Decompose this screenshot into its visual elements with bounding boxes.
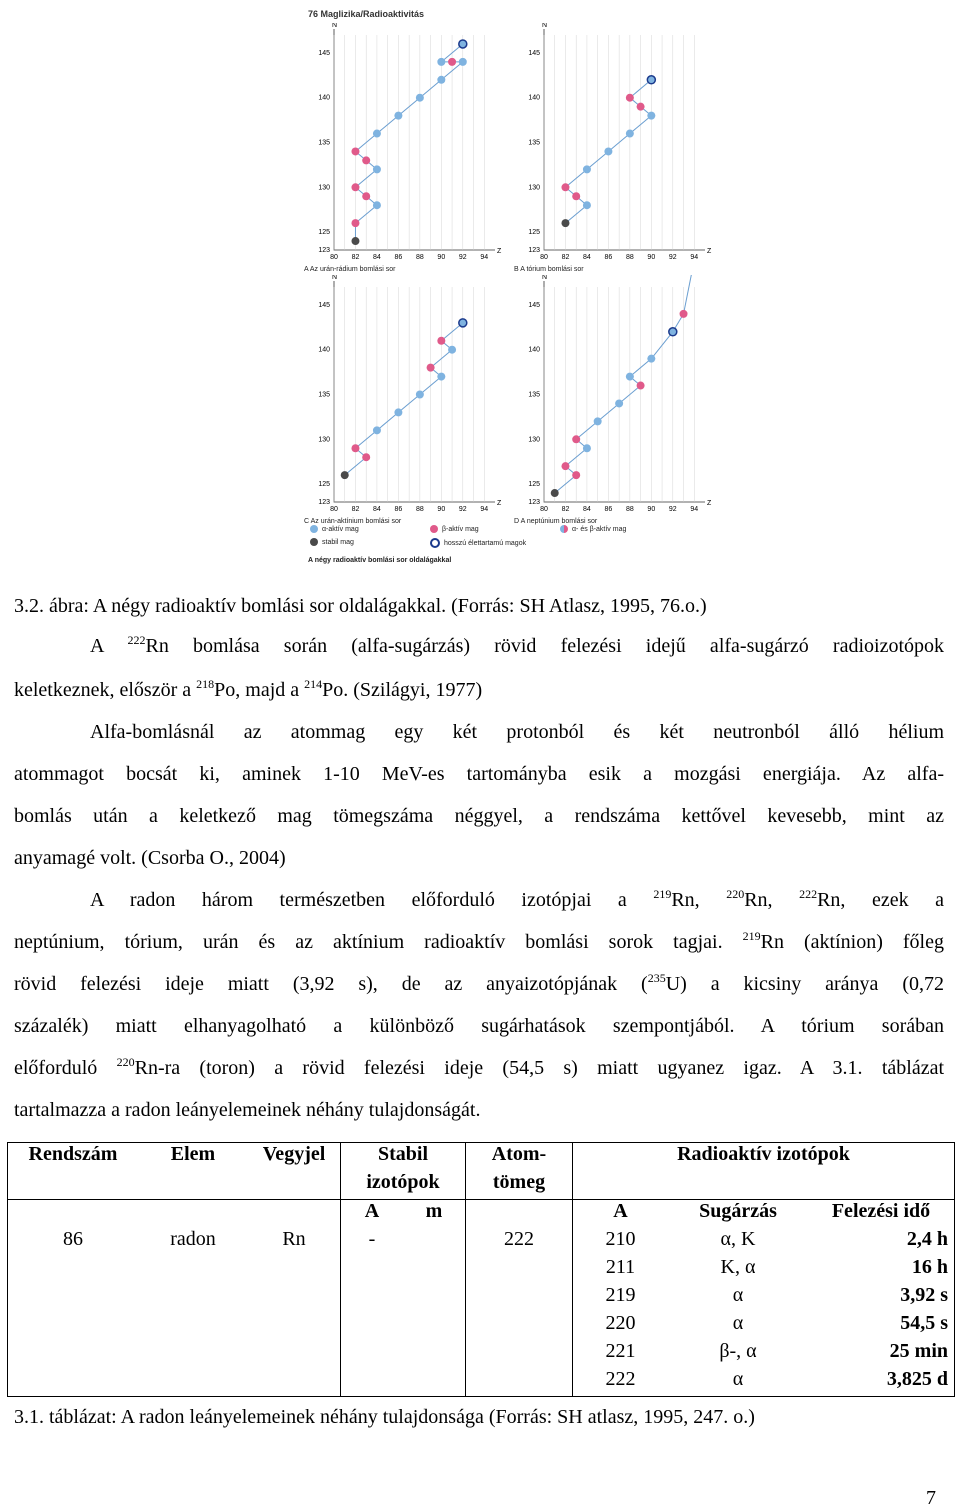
y-tick-label: 123 [528,247,540,254]
panel-title: A Az urán-rádium bomlási sor [304,266,396,273]
x-tick-label: 84 [583,254,591,261]
axis-line [334,29,495,250]
paragraph-2-line-2: atommagot bocsát ki, aminek 1-10 MeV-es tartományba esik a mozgási energiája. Az alfa- [14,763,944,785]
nuclide-dot [572,471,580,479]
x-tick-label: 94 [690,254,699,261]
nuclide-dot [362,453,370,461]
nuclide-dot [351,219,359,227]
sup: 220 [116,1055,135,1069]
stable-dot-icon [310,538,318,546]
nuclide-dot [572,435,580,443]
nuclide-dot [394,112,402,120]
legend-stable: stabil mag [322,538,354,546]
nuclide-dot [459,58,467,66]
nuclide-dot [437,76,445,84]
text: Rn bomlása során (alfa-sugárzás) rövid felezési idejű alfa-sugárzó radioizotópok [145,635,944,657]
x-tick-label: 84 [373,254,381,261]
nuclide-dot [437,337,445,345]
nuclide-dot [448,58,456,66]
cell-iso-sug: α, K [720,1228,756,1250]
x-tick-label: 92 [458,254,467,261]
cell-iso-sug: β-, α [719,1340,757,1362]
y-tick-label: 140 [318,346,330,354]
radon-properties-table [7,1142,955,1397]
nuclide-dot [416,94,424,102]
x-tick-label: 80 [540,506,548,513]
paragraph-3-line-5 [14,1055,945,1079]
decay-series-figure [300,5,715,570]
nuclide-dot [373,165,381,173]
nuclide-dot [637,103,645,111]
text: Rn, [671,889,727,911]
nuclide-dot [572,192,580,200]
header-izotopok: izotópok [341,1171,466,1200]
sub-a2: A [613,1200,628,1222]
y-tick-label: 145 [528,301,540,309]
nuclide-dot [647,76,655,84]
y-tick-label: 123 [318,499,330,506]
header-rendszam: Rendszám [8,1143,139,1172]
nuclide-dot [448,346,456,354]
y-tick-label: 125 [528,229,540,237]
axis-line [334,281,495,502]
nuclide-dot [437,373,445,381]
text: Po. (Szilágyi, 1977) [322,679,483,701]
sup: 219 [653,887,672,901]
y-tick-label: 130 [318,436,330,444]
sup: 214 [304,677,323,691]
nuclide-dot [459,319,467,327]
cell-iso-a: 221 [605,1340,636,1362]
figure-caption: 3.2. ábra: A négy radioaktív bomlási sor oldalágakkal. (Forrás: SH Atlasz, 1995, 76.o.) [14,595,707,617]
cell-elem: radon [170,1228,216,1250]
paragraph-2-line-3: bomlás után a keletkező mag tömegszáma néggyel, a rendszáma kettővel kevesebb, mint az [14,805,944,827]
sup: 235 [647,971,666,985]
cell-stabil-a: - [368,1228,376,1250]
y-tick-label: 123 [528,499,540,506]
text: A [90,635,128,657]
header-stabil: Stabil [341,1143,466,1172]
table-caption: 3.1. táblázat: A radon leányelemeinek néhány tulajdonsága (Forrás: SH atlasz, 1995, 247. o.) [14,1406,755,1428]
nuclide-dot [647,355,655,363]
x-tick-label: 86 [394,506,403,513]
x-tick-label: 80 [330,254,338,261]
legend-long: hosszú élettartamú magok [444,539,527,547]
sup: 219 [742,929,761,943]
nuclide-dot [583,444,591,452]
axis-n-label: N [332,23,338,29]
panel-a [300,23,505,288]
text: rövid felezési ideje miatt (3,92 s), de az anyaizotópjának ( [14,973,648,995]
panel-title: B A tórium bomlási sor [514,266,584,273]
cell-iso-a: 220 [605,1312,636,1334]
x-tick-label: 92 [668,254,677,261]
nuclide-dot [394,408,402,416]
sub-sugarzas: Sugárzás [699,1200,777,1222]
nuclide-dot [626,130,634,138]
text: előforduló [14,1057,117,1079]
cell-iso-fel: 2,4 h [808,1228,955,1256]
y-tick-label: 135 [528,139,540,147]
nuclide-dot [551,489,559,497]
panel-title: D A neptúnium bomlási sor [514,518,598,525]
figure-footer: A négy radioaktív bomlási sor oldalágakkal [308,557,452,564]
axis-z-label: Z [707,248,712,255]
y-tick-label: 135 [318,391,330,399]
paragraph-1-line-2 [14,677,944,701]
sub-m: m [403,1200,466,1229]
text: Po, majd a [214,679,305,701]
sub-felezesi: Felezési idő [808,1200,955,1229]
legend-beta: β-aktív mag [442,525,479,533]
y-tick-label: 140 [528,346,540,354]
nuclide-dot [416,391,424,399]
decay-chart [510,23,715,278]
axis-n-label: N [542,23,548,29]
paragraph-3-line-6: tartalmazza a radon leányelemeinek néhány tulajdonságát. [14,1099,481,1121]
cell-atomtomeg: 222 [466,1228,573,1256]
cell-iso-fel: 3,92 s [808,1284,955,1312]
cell-iso-sug: α [732,1284,744,1306]
cell-iso-sug: K, α [720,1256,756,1278]
nuclide-dot [437,58,445,66]
text: Rn-ra (toron) a rövid felezési ideje (54,5 s) miatt ugyanez igaz. A 3.1. táblázat [134,1057,945,1079]
cell-iso-fel: 16 h [808,1256,955,1284]
text: A radon három természetben előforduló izotópjai a [90,889,654,911]
cell-iso-a: 219 [605,1284,636,1306]
nuclide-dot [362,156,370,164]
paragraph-3-line-2 [14,929,944,953]
nuclide-dot [626,94,634,102]
paragraph-2-line-4: anyamagé volt. (Csorba O., 2004) [14,847,286,869]
nuclide-dot [351,237,359,245]
x-tick-label: 94 [480,506,489,513]
text: Rn, [744,889,800,911]
axis-n-label: N [332,275,338,281]
sup: 220 [726,887,745,901]
x-tick-label: 92 [458,506,467,513]
x-tick-label: 88 [415,506,424,513]
y-tick-label: 140 [528,94,540,102]
x-tick-label: 80 [540,254,548,261]
cell-iso-fel: 3,825 d [808,1368,955,1397]
y-tick-label: 145 [528,49,540,57]
y-tick-label: 130 [528,184,540,192]
page-number: 7 [926,1487,936,1509]
x-tick-label: 94 [480,254,489,261]
panel-b [510,23,715,288]
axis-n-label: N [542,275,548,281]
paragraph-3-line-1 [14,887,944,911]
x-tick-label: 88 [625,506,634,513]
x-tick-label: 82 [351,254,360,261]
x-tick-label: 84 [373,506,381,513]
nuclide-dot [615,399,623,407]
text: Rn (aktínion) főleg [760,931,944,953]
y-tick-label: 145 [318,49,330,57]
cell-iso-sug: α [732,1312,744,1334]
y-tick-label: 140 [318,94,330,102]
x-tick-label: 82 [351,506,360,513]
decay-link [684,275,695,314]
nuclide-dot [626,373,634,381]
long-lived-ring-icon [430,538,440,548]
paragraph-3-line-4: százalék) miatt elhanyagolható a különböző sugárhatások szempontjából. A tórium sorában [14,1015,944,1037]
y-tick-label: 130 [318,184,330,192]
text: Rn, ezek a [817,889,944,911]
nuclide-dot [351,444,359,452]
x-tick-label: 88 [415,254,424,261]
paragraph-2-line-1: Alfa-bomlásnál az atommag egy két protonból és két neutronból álló hélium [90,721,944,743]
nuclide-dot [604,147,612,155]
sup: 222 [799,887,818,901]
cell-vegyjel: Rn [248,1228,341,1256]
x-tick-label: 94 [690,506,699,513]
x-tick-label: 90 [437,254,446,261]
x-tick-label: 90 [437,506,446,513]
text: neptúnium, tórium, urán és az aktínium radioaktív bomlási sorok tagjai. [14,931,743,953]
nuclide-dot [362,192,370,200]
nuclide-dot [669,328,677,336]
cell-iso-fel: 25 min [808,1340,955,1368]
nuclide-dot [373,201,381,209]
alpha-beta-dot-icon [560,525,568,533]
y-tick-label: 145 [318,301,330,309]
x-tick-label: 90 [647,254,656,261]
text: U) a kicsiny aránya (0,72 [665,973,944,995]
cell-iso-a: 210 [605,1228,636,1250]
cell-iso-a: 211 [605,1256,636,1278]
panel-c [300,275,505,540]
nuclide-dot [373,130,381,138]
nuclide-dot [647,112,655,120]
header-atomtomeg: Atom- [466,1143,573,1172]
y-tick-label: 125 [318,229,330,237]
axis-z-label: Z [707,500,712,507]
y-tick-label: 135 [318,139,330,147]
header-radioaktiv: Radioaktív izotópok [573,1143,955,1172]
header-elem: Elem [138,1143,248,1172]
sub-a: A [364,1200,380,1222]
panel-d [510,275,715,540]
nuclide-dot [583,201,591,209]
x-tick-label: 90 [647,506,656,513]
axis-z-label: Z [497,248,502,255]
x-tick-label: 84 [583,506,591,513]
legend-both: α- és β-aktív mag [572,525,627,533]
y-tick-label: 125 [318,481,330,489]
x-tick-label: 82 [561,254,570,261]
x-tick-label: 86 [394,254,403,261]
nuclide-dot [351,147,359,155]
nuclide-dot [680,310,688,318]
nuclide-dot [594,417,602,425]
alpha-dot-icon [310,525,318,533]
cell-iso-sug: α [668,1368,808,1397]
cell-rendszam: 86 [8,1228,139,1256]
nuclide-dot [341,471,349,479]
x-tick-label: 88 [625,254,634,261]
paragraph-1-line-1 [14,633,944,657]
nuclide-dot [561,219,569,227]
y-tick-label: 125 [528,481,540,489]
nuclide-dot [637,382,645,390]
nuclide-dot [373,426,381,434]
y-tick-label: 123 [318,247,330,254]
y-tick-label: 130 [528,436,540,444]
decay-chart [510,275,715,530]
nuclide-dot [427,364,435,372]
nuclide-dot [459,40,467,48]
figure-header: 76 Maglizika/Radioaktivitás [308,9,425,19]
header-vegyjel: Vegyjel [248,1143,341,1172]
decay-chart [300,275,505,530]
y-tick-label: 135 [528,391,540,399]
axis-line [544,29,705,250]
header-tomeg: tömeg [466,1171,573,1200]
nuclide-dot [561,183,569,191]
cell-iso-a: 222 [573,1368,669,1397]
nuclide-dot [561,462,569,470]
x-tick-label: 92 [668,506,677,513]
cell-iso-fel: 54,5 s [808,1312,955,1340]
sup: 222 [127,633,146,647]
decay-chart [300,23,505,278]
panel-title: C Az urán-aktínium bomlási sor [304,518,402,525]
x-tick-label: 80 [330,506,338,513]
x-tick-label: 82 [561,506,570,513]
text: keletkeznek, először a [14,679,197,701]
paragraph-3-line-3 [14,971,944,995]
legend-alpha: α-aktív mag [322,525,359,533]
x-tick-label: 86 [604,506,613,513]
x-tick-label: 86 [604,254,613,261]
sup: 218 [196,677,215,691]
axis-z-label: Z [497,500,502,507]
nuclide-dot [351,183,359,191]
beta-dot-icon [430,525,438,533]
nuclide-dot [583,165,591,173]
